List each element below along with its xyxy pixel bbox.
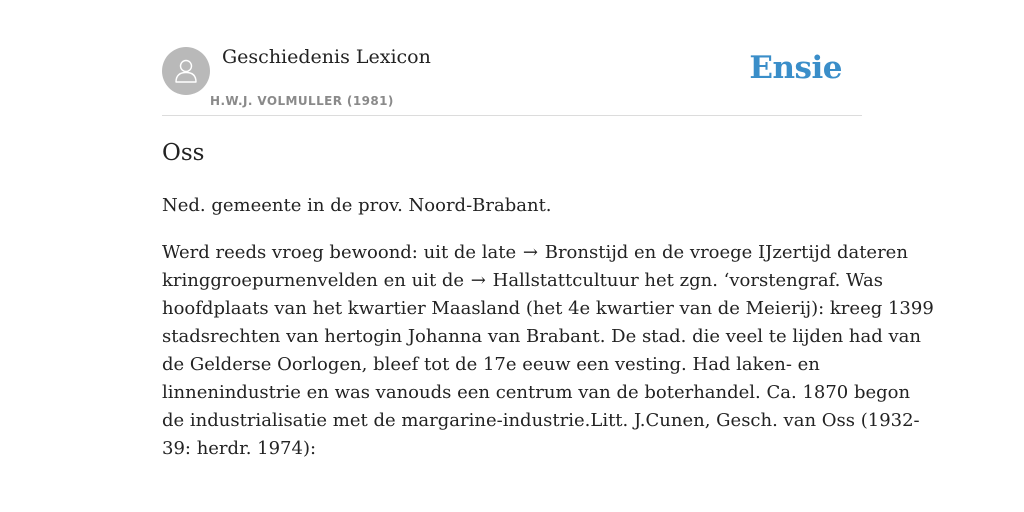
paragraph-line-5: de Gelderse Oorlogen, bleef tot de 17e eeuw een vesting. Had laken- en [162,354,820,375]
brand-logo-link[interactable]: Ensie [749,50,842,86]
line-2-text-pre: kringgroepurnenvelden en uit de [162,270,470,291]
entry-title: Oss [162,140,205,166]
paragraph-line-1 [162,239,908,267]
author-byline[interactable]: H.W.J. VOLMULLER (1981) [210,94,394,108]
line-1-text-post: en de vroege IJzertijd dateren [628,242,908,263]
xref-link-bronstijd[interactable]: Bronstijd [544,242,629,263]
page-container [162,0,934,459]
paragraph-line-7: de industrialisatie met de margarine-industrie.Litt. J.Cunen, Gesch. van Oss (1932- [162,410,920,431]
line-2-text-post: het zgn. ‘vorstengraf. Was [638,270,883,291]
arrow-right-icon: → [522,242,538,263]
entry-paragraph-2 [162,239,934,463]
entry-paragraph-1: Ned. gemeente in de prov. Noord-Brabant. [162,195,552,216]
lexicon-title[interactable]: Geschiedenis Lexicon [222,46,431,68]
paragraph-line-6: linnenindustrie en was vanouds een centrum van de boterhandel. Ca. 1870 begon [162,382,911,403]
paragraph-line-4: stadsrechten van hertogin Johanna van Brabant. De stad. die veel te lijden had van [162,326,921,347]
paragraph-line-8: 39: herdr. 1974): [162,438,317,459]
paragraph-line-3: hoofdplaats van het kwartier Maasland (het 4e kwartier van de Meierij): kreeg 1399 [162,298,934,319]
paragraph-line-2 [162,267,883,295]
header [162,0,862,116]
avatar-silhouette [171,56,201,86]
xref-link-hallstattcultuur[interactable]: Hallstattcultuur [492,270,639,291]
line-1-text-pre: Werd reeds vroeg bewoond: uit de late [162,242,522,263]
user-placeholder-icon[interactable] [162,47,210,95]
arrow-right-icon: → [470,270,486,291]
